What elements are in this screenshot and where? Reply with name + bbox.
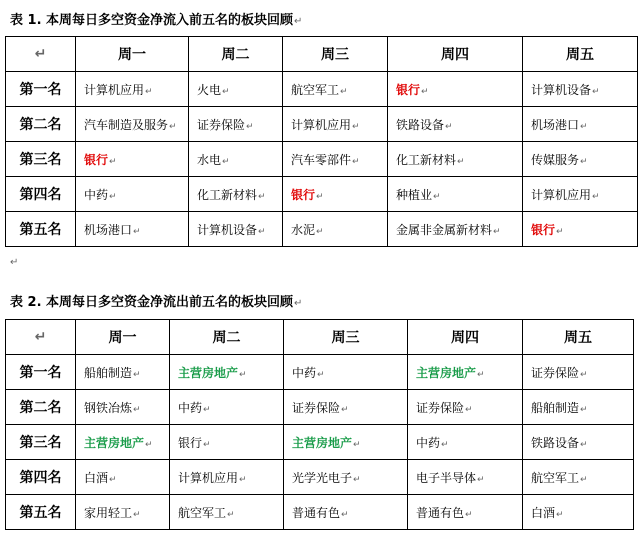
table-row (6, 495, 634, 530)
cell-end-mark-icon: ↵ (258, 191, 266, 202)
sector-cell (170, 390, 284, 425)
sector-name: 水电 (197, 152, 222, 167)
table1-caption-text: 表 1. 本周每日多空资金净流入前五名的板块回顾 (10, 13, 294, 28)
sector-name: 中药 (178, 400, 203, 415)
cell-end-mark-icon: ↵ (341, 404, 349, 415)
cell-end-mark-icon: ↵ (316, 226, 324, 237)
sector-cell (388, 212, 523, 247)
sector-name: 机场港口 (531, 117, 580, 132)
day-header: 周一 (76, 37, 189, 72)
sector-name: 普通有色 (292, 505, 341, 520)
table1-inflow (5, 36, 638, 247)
sector-name: 机场港口 (84, 222, 133, 237)
sector-cell (283, 72, 388, 107)
sector-cell (284, 355, 408, 390)
sector-name: 计算机应用 (178, 470, 239, 485)
cell-end-mark-icon: ↵ (352, 121, 360, 132)
sector-cell (523, 177, 638, 212)
sector-cell (523, 390, 634, 425)
day-header: 周二 (189, 37, 283, 72)
sector-cell (189, 212, 283, 247)
cell-end-mark-icon: ↵ (258, 226, 266, 237)
day-header: 周一 (76, 320, 170, 355)
sector-name: 钢铁冶炼 (84, 400, 133, 415)
sector-cell (76, 177, 189, 212)
sector-name: 铁路设备 (531, 435, 580, 450)
corner-cell (6, 320, 76, 355)
cell-end-mark-icon: ↵ (34, 329, 47, 345)
cell-end-mark-icon: ↵ (592, 191, 600, 202)
cell-end-mark-icon: ↵ (145, 86, 153, 97)
table-row (6, 355, 634, 390)
cell-end-mark-icon: ↵ (222, 156, 230, 167)
table-row (6, 72, 638, 107)
day-header: 周四 (408, 320, 523, 355)
sector-name: 光学光电子 (292, 470, 353, 485)
sector-name: 中药 (416, 435, 441, 450)
corner-cell (6, 37, 76, 72)
sector-name: 主营房地产 (178, 365, 239, 380)
sector-name: 证券保险 (531, 365, 580, 380)
sector-name: 主营房地产 (292, 435, 353, 450)
sector-cell (76, 72, 189, 107)
sector-name: 船舶制造 (84, 365, 133, 380)
cell-end-mark-icon: ↵ (352, 156, 360, 167)
cell-end-mark-icon: ↵ (34, 46, 47, 62)
cell-end-mark-icon: ↵ (246, 121, 254, 132)
cell-end-mark-icon: ↵ (340, 86, 348, 97)
sector-name: 证券保险 (416, 400, 465, 415)
cell-end-mark-icon: ↵ (353, 474, 361, 485)
day-header: 周五 (523, 37, 638, 72)
rank-label: 第一名 (6, 355, 76, 390)
sector-cell (170, 355, 284, 390)
sector-name: 汽车零部件 (291, 152, 352, 167)
sector-cell (523, 72, 638, 107)
table2-caption-text: 表 2. 本周每日多空资金净流出前五名的板块回顾 (10, 295, 294, 310)
sector-cell (283, 142, 388, 177)
sector-cell (76, 390, 170, 425)
header-row (6, 320, 634, 355)
sector-name: 中药 (84, 187, 109, 202)
table-row (6, 212, 638, 247)
sector-name: 电子半导体 (416, 470, 477, 485)
cell-end-mark-icon: ↵ (445, 121, 453, 132)
rank-label: 第四名 (6, 460, 76, 495)
sector-cell (76, 460, 170, 495)
sector-name: 化工新材料 (197, 187, 258, 202)
cell-end-mark-icon: ↵ (580, 439, 588, 450)
cell-end-mark-icon: ↵ (556, 509, 564, 520)
cell-end-mark-icon: ↵ (477, 369, 485, 380)
sector-name: 家用轻工 (84, 505, 133, 520)
sector-cell (388, 177, 523, 212)
table-row (6, 390, 634, 425)
cell-end-mark-icon: ↵ (465, 404, 473, 415)
cell-end-mark-icon: ↵ (109, 156, 117, 167)
sector-name: 普通有色 (416, 505, 465, 520)
sector-name: 水泥 (291, 222, 316, 237)
sector-cell (284, 495, 408, 530)
cell-end-mark-icon: ↵ (239, 474, 247, 485)
cell-end-mark-icon: ↵ (421, 86, 429, 97)
sector-name: 计算机设备 (531, 82, 592, 97)
sector-cell (170, 460, 284, 495)
sector-cell (408, 425, 523, 460)
day-header: 周四 (388, 37, 523, 72)
cell-end-mark-icon: ↵ (316, 191, 324, 202)
table-row (6, 177, 638, 212)
sector-cell (523, 460, 634, 495)
sector-cell (388, 72, 523, 107)
sector-name: 航空军工 (178, 505, 227, 520)
sector-name: 白酒 (531, 505, 556, 520)
sector-name: 种植业 (396, 187, 433, 202)
rank-label: 第二名 (6, 107, 76, 142)
table2-body (6, 320, 634, 530)
sector-cell (283, 107, 388, 142)
paragraph-mark-icon: ↵ (294, 298, 303, 309)
sector-name: 银行 (84, 152, 109, 167)
sector-cell (523, 355, 634, 390)
cell-end-mark-icon: ↵ (556, 226, 564, 237)
sector-cell (284, 425, 408, 460)
day-header: 周三 (283, 37, 388, 72)
sector-name: 化工新材料 (396, 152, 457, 167)
sector-name: 航空军工 (291, 82, 340, 97)
sector-cell (388, 107, 523, 142)
cell-end-mark-icon: ↵ (133, 369, 141, 380)
cell-end-mark-icon: ↵ (227, 509, 235, 520)
sector-cell (408, 390, 523, 425)
rank-label: 第四名 (6, 177, 76, 212)
table1-body (6, 37, 638, 247)
cell-end-mark-icon: ↵ (239, 369, 247, 380)
rank-label: 第三名 (6, 425, 76, 460)
cell-end-mark-icon: ↵ (441, 439, 449, 450)
cell-end-mark-icon: ↵ (580, 156, 588, 167)
sector-name: 白酒 (84, 470, 109, 485)
header-row (6, 37, 638, 72)
cell-end-mark-icon: ↵ (580, 404, 588, 415)
cell-end-mark-icon: ↵ (203, 404, 211, 415)
sector-cell (523, 495, 634, 530)
sector-cell (170, 495, 284, 530)
cell-end-mark-icon: ↵ (133, 404, 141, 415)
sector-cell (388, 142, 523, 177)
sector-cell (523, 107, 638, 142)
cell-end-mark-icon: ↵ (580, 369, 588, 380)
sector-name: 中药 (292, 365, 317, 380)
cell-end-mark-icon: ↵ (222, 86, 230, 97)
sector-cell (189, 177, 283, 212)
sector-name: 主营房地产 (416, 365, 477, 380)
paragraph-mark-icon: ↵ (294, 16, 303, 27)
empty-paragraph-mark-icon: ↵ (10, 257, 19, 268)
sector-name: 铁路设备 (396, 117, 445, 132)
sector-name: 计算机应用 (291, 117, 352, 132)
table-row (6, 425, 634, 460)
sector-cell (408, 495, 523, 530)
sector-cell (76, 212, 189, 247)
sector-name: 船舶制造 (531, 400, 580, 415)
sector-cell (189, 107, 283, 142)
cell-end-mark-icon: ↵ (493, 226, 501, 237)
sector-name: 汽车制造及服务 (84, 117, 169, 132)
cell-end-mark-icon: ↵ (169, 121, 177, 132)
sector-name: 银行 (531, 222, 556, 237)
day-header: 周三 (284, 320, 408, 355)
sector-name: 计算机应用 (84, 82, 145, 97)
cell-end-mark-icon: ↵ (477, 474, 485, 485)
day-header: 周二 (170, 320, 284, 355)
sector-cell (76, 495, 170, 530)
cell-end-mark-icon: ↵ (580, 474, 588, 485)
sector-cell (76, 107, 189, 142)
sector-cell (408, 355, 523, 390)
sector-name: 银行 (178, 435, 203, 450)
sector-cell (408, 460, 523, 495)
sector-cell (523, 142, 638, 177)
sector-name: 计算机设备 (197, 222, 258, 237)
sector-cell (283, 177, 388, 212)
cell-end-mark-icon: ↵ (433, 191, 441, 202)
rank-label: 第五名 (6, 495, 76, 530)
sector-name: 主营房地产 (84, 435, 145, 450)
table1-caption (10, 9, 302, 28)
cell-end-mark-icon: ↵ (317, 369, 325, 380)
rank-label: 第一名 (6, 72, 76, 107)
cell-end-mark-icon: ↵ (203, 439, 211, 450)
sector-cell (284, 390, 408, 425)
day-header: 周五 (523, 320, 634, 355)
cell-end-mark-icon: ↵ (457, 156, 465, 167)
rank-label: 第二名 (6, 390, 76, 425)
rank-label: 第三名 (6, 142, 76, 177)
cell-end-mark-icon: ↵ (109, 474, 117, 485)
cell-end-mark-icon: ↵ (592, 86, 600, 97)
sector-name: 银行 (291, 187, 316, 202)
sector-cell (523, 425, 634, 460)
sector-cell (189, 72, 283, 107)
cell-end-mark-icon: ↵ (133, 226, 141, 237)
sector-cell (283, 212, 388, 247)
cell-end-mark-icon: ↵ (341, 509, 349, 520)
rank-label: 第五名 (6, 212, 76, 247)
table-row (6, 460, 634, 495)
table-row (6, 142, 638, 177)
cell-end-mark-icon: ↵ (145, 439, 153, 450)
cell-end-mark-icon: ↵ (133, 509, 141, 520)
cell-end-mark-icon: ↵ (580, 121, 588, 132)
cell-end-mark-icon: ↵ (465, 509, 473, 520)
table2-outflow (5, 319, 634, 530)
table2-caption (10, 291, 302, 310)
sector-cell (523, 212, 638, 247)
sector-name: 航空军工 (531, 470, 580, 485)
sector-cell (284, 460, 408, 495)
sector-name: 证券保险 (292, 400, 341, 415)
sector-name: 证券保险 (197, 117, 246, 132)
sector-cell (76, 355, 170, 390)
cell-end-mark-icon: ↵ (353, 439, 361, 450)
sector-name: 金属非金属新材料 (396, 222, 493, 237)
sector-cell (189, 142, 283, 177)
sector-name: 计算机应用 (531, 187, 592, 202)
sector-cell (76, 142, 189, 177)
sector-cell (170, 425, 284, 460)
sector-name: 火电 (197, 82, 222, 97)
sector-name: 银行 (396, 82, 421, 97)
sector-name: 传媒服务 (531, 152, 580, 167)
sector-cell (76, 425, 170, 460)
table-row (6, 107, 638, 142)
cell-end-mark-icon: ↵ (109, 191, 117, 202)
